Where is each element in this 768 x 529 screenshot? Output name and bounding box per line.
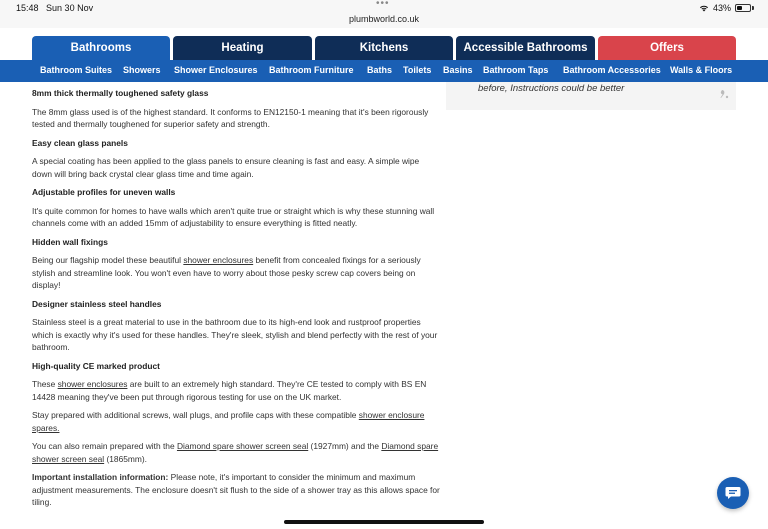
subnav-shower-enclosures[interactable]: Shower Enclosures [174,65,258,75]
section-body: Important installation information: Please note, it's important to consider the minimum and maximum adjustment measurements. The enclosure doesn't sit flush to the side of a shower tray as this allows space for tiling. [32,472,440,507]
quote-icon [718,88,730,100]
section-body: It's quite common for homes to have walls which aren't quite true or straight which is why these stunning wall channels come with an added 15mm of adjustability to ensure everything is fitted neatly. [32,205,435,228]
section-heading: Easy clean glass panels [32,137,128,148]
subnav-baths[interactable]: Baths [367,65,393,75]
battery-percent: 43% [712,3,731,13]
chat-button[interactable] [717,477,749,509]
subnav-bathroom-suites[interactable]: Bathroom Suites [40,65,113,75]
shower-enclosures-link[interactable]: shower enclosures [57,379,128,389]
section-heading: 8mm thick thermally toughened safety glass [32,88,209,98]
product-description [32,82,440,509]
section-body: Stainless steel is a great material to use in the bathroom due to its high-end look and rustproof properties which is exactly why it's used for these handles. They're sleek, stylish and blend perfectly with the rest of your bathroom. [32,317,438,352]
tab-accessible-bathrooms[interactable]: Accessible Bathrooms [456,36,595,60]
address-bar-url[interactable]: plumbworld.co.uk [348,14,420,24]
tab-bathrooms[interactable]: Bathrooms [32,36,170,60]
tab-kitchens[interactable]: Kitchens [315,36,453,60]
section-heading: High-quality CE marked product [32,360,160,371]
section-body: The 8mm glass used is of the highest standard. It conforms to EN12150-1 meaning that it's been rigorously tested and thermally toughened for superior safety and strength. [32,106,429,129]
subnav-basins[interactable]: Basins [443,65,473,75]
battery-icon [735,4,751,12]
section-body: Stay prepared with additional screws, wall plugs, and profile caps with these compatible shower enclosure spares. [32,410,425,433]
diamond-seal-1927-link[interactable]: Diamond spare shower screen seal [176,441,309,451]
tab-offers[interactable]: Offers [598,36,736,60]
section-body: You can also remain prepared with the Diamond spare shower screen seal (1927mm) and the Diamond spare shower screen seal (1865mm). [32,441,439,464]
shower-enclosures-link[interactable]: shower enclosures [183,255,254,265]
chat-icon [725,486,741,500]
status-time: 15:48 Sun 30 Nov [16,3,94,13]
review-panel [446,82,736,110]
section-heading: Hidden wall fixings [32,236,108,247]
section-body: These shower enclosures are built to an extremely high standard. They're CE tested to comply with BS EN 14428 meaning they've been put through rigorous testing for use on the UK market. [32,379,427,402]
section-heading: Adjustable profiles for uneven walls [32,187,176,197]
subnav-toilets[interactable]: Toilets [403,65,432,75]
subnav-bathroom-furniture[interactable]: Bathroom Furniture [269,65,354,75]
subnav-showers[interactable]: Showers [123,65,161,75]
subnav-walls-floors[interactable]: Walls & Floors [670,65,733,75]
category-tabs [0,34,768,60]
tab-heating[interactable]: Heating [173,36,312,60]
sub-navigation [0,60,768,82]
section-body: A special coating has been applied to the glass panels to ensure cleaning is fast and easy. A simple wipe down will bring back crystal clear glass time and time again. [32,156,420,179]
section-heading: Designer stainless steel handles [32,298,162,309]
multitask-dots-icon[interactable]: ••• [376,0,390,9]
subnav-bathroom-accessories[interactable]: Bathroom Accessories [563,65,661,75]
diamond-seal-1865-link[interactable]: Diamond spare shower screen seal [32,441,439,464]
wifi-icon [699,4,709,12]
shower-enclosure-spares-link[interactable]: shower enclosure spares. [32,410,425,433]
status-right [699,3,754,13]
subnav-bathroom-taps[interactable]: Bathroom Taps [483,65,549,75]
review-text: before, Instructions could be better [478,83,625,94]
installation-info-label: Important installation information: [32,472,169,482]
ios-status-bar [0,0,768,28]
section-body: Being our flagship model these beautiful shower enclosures benefit from concealed fixings for a seriously stylish and streamline look. You won't even have to worry about those pesky screw cap covers being on display! [32,255,421,290]
home-indicator[interactable] [284,520,484,524]
